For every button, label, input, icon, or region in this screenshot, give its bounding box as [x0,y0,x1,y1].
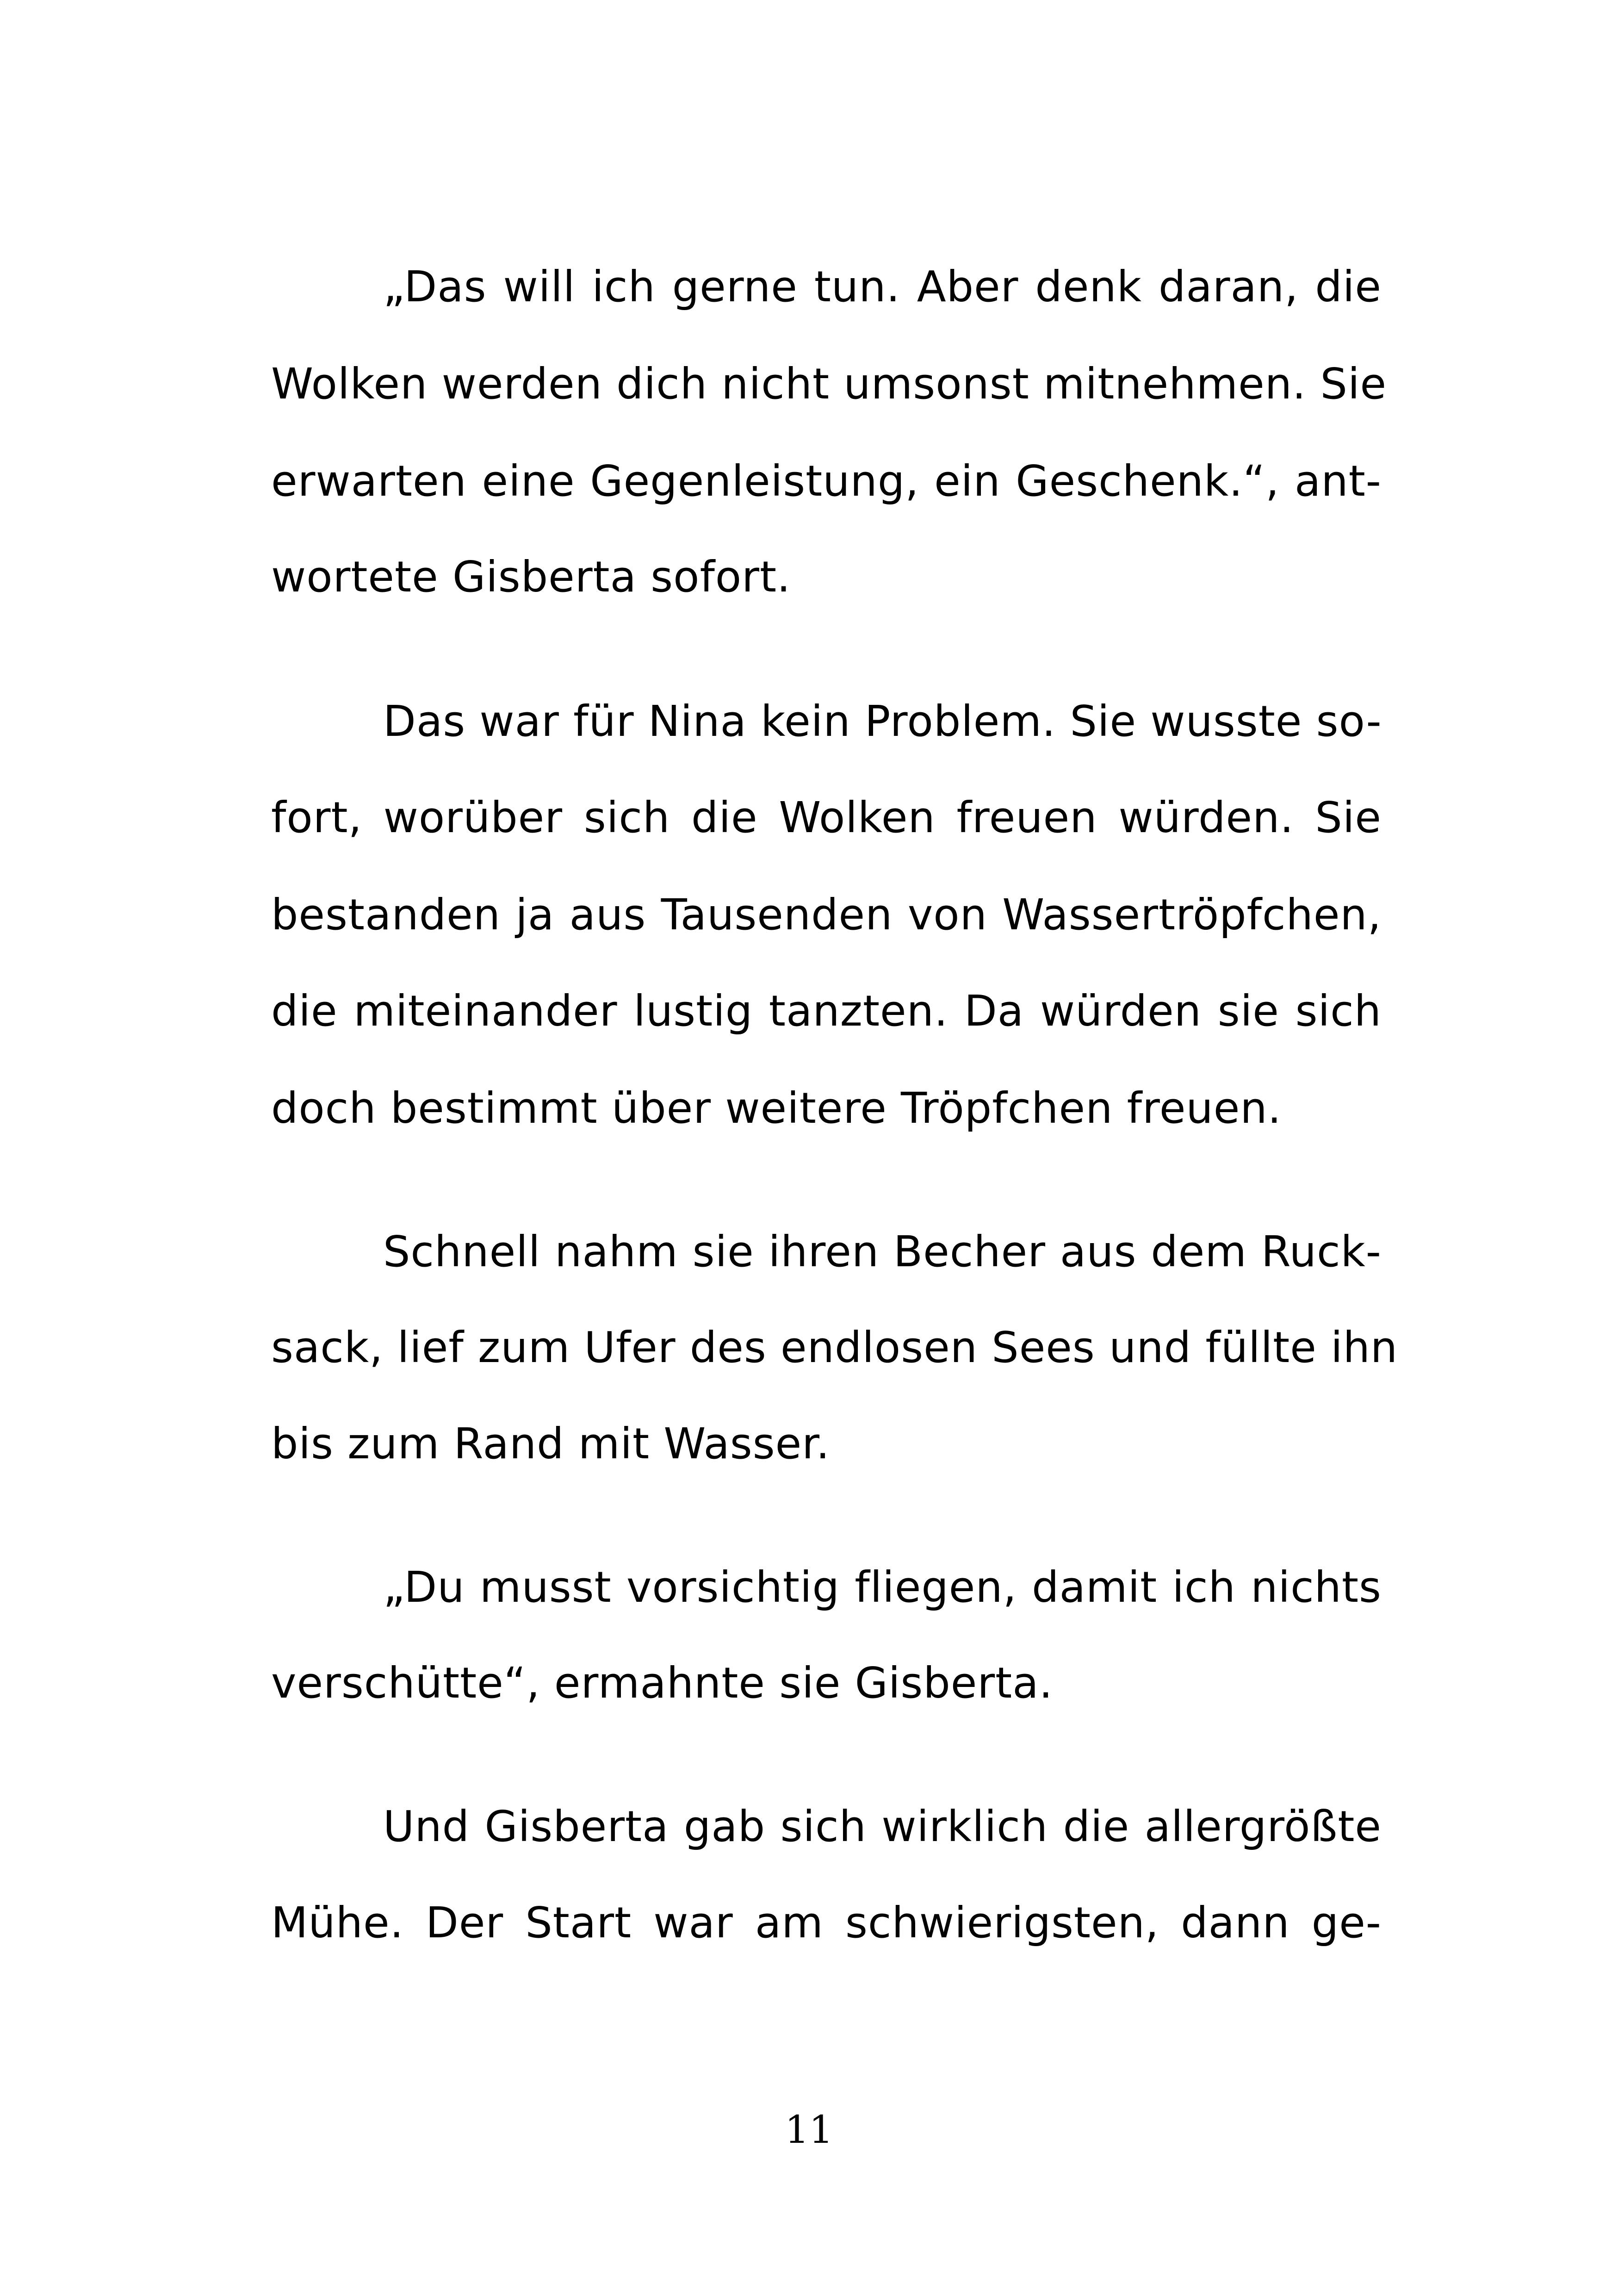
text-line: Wolken werden dich nicht umsonst mitnehmen. Sie [271,359,1387,409]
text-line: fort, worüber sich die Wolken freuen würden. Sie [271,793,1382,842]
text-line: doch bestimmt über weitere Tröpfchen freuen. [271,1083,1282,1133]
text-line: sack, lief zum Ufer des endlosen Sees und füllte ihn [271,1323,1398,1372]
page-number: 11 [785,2108,833,2152]
text-line: wortete Gisberta sofort. [271,552,791,602]
text-line: „Du musst vorsichtig fliegen, damit ich nichts [383,1562,1382,1612]
text-line: die miteinander lustig tanzten. Da würden sie sich [271,986,1382,1036]
text-line: bestanden ja aus Tausenden von Wassertröpfchen, [271,890,1382,940]
text-line: erwarten eine Gegenleistung, ein Geschenk.“, ant- [271,456,1382,506]
text-line: Mühe. Der Start war am schwierigsten, dann ge- [271,1898,1382,1948]
text-line: bis zum Rand mit Wasser. [271,1419,830,1468]
text-line: „Das will ich gerne tun. Aber denk daran, die [383,262,1382,311]
text-line: Und Gisberta gab sich wirklich die allergrößte [383,1802,1382,1851]
text-line: verschütte“, ermahnte sie Gisberta. [271,1658,1053,1708]
text-line: Das war für Nina kein Problem. Sie wusste so- [383,697,1382,746]
text-line: Schnell nahm sie ihren Becher aus dem Ruck- [383,1227,1382,1276]
